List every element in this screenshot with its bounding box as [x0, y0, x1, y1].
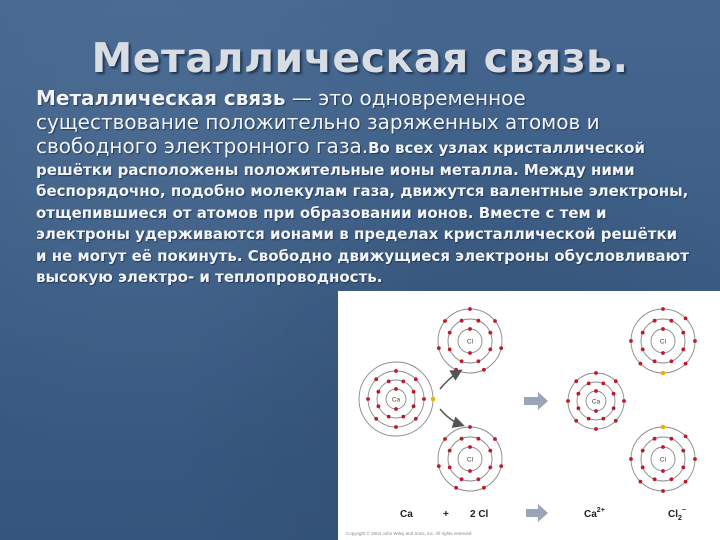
electron: [443, 319, 447, 323]
definition-term: Металлическая связь: [36, 86, 286, 110]
electron: [641, 331, 645, 335]
copyright-note: Copyright © 2004 John Wiley and Sons, Inc. All rights reserved.: [346, 531, 473, 536]
electron: [448, 466, 452, 470]
electron: [594, 371, 598, 375]
electron: [448, 348, 452, 352]
electron: [681, 466, 685, 470]
eq-reactant-ca: Ca: [400, 509, 413, 520]
electron: [574, 419, 578, 423]
electron: [499, 346, 503, 350]
electron: [412, 390, 416, 394]
electron: [670, 437, 674, 441]
electron: [460, 359, 464, 363]
electron: [574, 379, 578, 383]
slide-title: Металлическая связь.: [91, 34, 629, 82]
eq-product-cl: [668, 507, 686, 522]
electron: [661, 307, 665, 311]
electron: [366, 397, 370, 401]
atom-label: Cl: [466, 456, 474, 464]
electron: [422, 397, 426, 401]
transfer-arrow-up: [440, 371, 460, 389]
electron: [488, 331, 492, 335]
electron: [477, 477, 481, 481]
electron: [468, 351, 472, 355]
electron: [482, 368, 486, 372]
electron: [468, 445, 472, 449]
electron: [622, 399, 626, 403]
electron: [612, 392, 616, 396]
electron: [448, 331, 452, 335]
electron: [482, 486, 486, 490]
electron: [454, 368, 458, 372]
definition-text: — это одновременное существование положительно заряженных атомов и свободного электронного газа.: [36, 86, 600, 158]
transferred-electron: [661, 425, 666, 430]
electron: [601, 382, 605, 386]
electron: [684, 317, 688, 321]
electron: [641, 449, 645, 453]
slide-body: [36, 86, 692, 289]
electron: [641, 466, 645, 470]
atom-ca-left: [359, 362, 435, 436]
electron: [394, 369, 398, 373]
electron: [681, 331, 685, 335]
electron: [394, 407, 398, 411]
electron: [684, 480, 688, 484]
transfer-arrow-down: [440, 409, 462, 425]
electron: [460, 477, 464, 481]
eq-product-ca-symbol: Ca: [584, 509, 597, 520]
electron: [377, 390, 381, 394]
electron: [488, 348, 492, 352]
electron: [629, 339, 633, 343]
atom-cl-bottom-left: [437, 425, 503, 491]
electron: [460, 437, 464, 441]
electron: [577, 406, 581, 410]
electron: [601, 417, 605, 421]
atom-cl-top-left: [437, 307, 503, 373]
electron: [454, 486, 458, 490]
reaction-arrow-equation: [526, 504, 548, 522]
electron: [387, 380, 391, 384]
electron: [670, 477, 674, 481]
electron: [681, 449, 685, 453]
atom-cl-top-right: [629, 307, 697, 375]
electron: [614, 379, 618, 383]
electron: [468, 425, 472, 429]
eq-product-cl-sub: 2: [678, 515, 682, 522]
electron: [693, 457, 697, 461]
electron: [653, 359, 657, 363]
electron: [374, 417, 378, 421]
atom-label: Cl: [659, 338, 667, 346]
electron: [566, 399, 570, 403]
electron: [614, 419, 618, 423]
electron: [641, 348, 645, 352]
electron: [670, 359, 674, 363]
transferred-electron: [431, 397, 436, 402]
electron: [684, 362, 688, 366]
electron: [587, 417, 591, 421]
electron: [493, 319, 497, 323]
electron: [499, 464, 503, 468]
atom-label: Ca: [391, 396, 401, 404]
electron: [653, 477, 657, 481]
reaction-arrow-middle: [524, 392, 548, 410]
electron: [661, 445, 665, 449]
electron: [653, 437, 657, 441]
electron: [477, 437, 481, 441]
atom-cl-bottom-right: [629, 425, 697, 493]
electron: [493, 437, 497, 441]
electron: [629, 457, 633, 461]
electron: [661, 327, 665, 331]
electron: [661, 489, 665, 493]
electron: [693, 339, 697, 343]
electron: [437, 346, 441, 350]
electron: [477, 359, 481, 363]
electron: [594, 389, 598, 393]
electron: [653, 319, 657, 323]
electron: [414, 377, 418, 381]
electron: [414, 417, 418, 421]
transferred-electron: [661, 371, 666, 376]
eq-product-cl-symbol: Cl: [668, 509, 678, 520]
atom-label: Cl: [466, 338, 474, 346]
electron: [394, 425, 398, 429]
electron: [477, 319, 481, 323]
electron: [374, 377, 378, 381]
eq-plus: +: [443, 509, 449, 520]
electron: [468, 307, 472, 311]
electron: [587, 382, 591, 386]
atom-ca-right: [566, 371, 626, 431]
electron: [661, 351, 665, 355]
body-text: Во всех узлах кристаллической решётки расположены положительные ионы металла. Между ними беспорядочно, подобно молекулам газа, движутся валентные электроны, отщепившиеся от атомов при образовании ионов. Вместе с тем и электроны удерживаются ионами в пределах кристаллической решётки и не могут её покинуть. Свободно движущиеся электроны обусловливают высокую электро- и теплопроводность.: [36, 139, 689, 286]
atom-label: Cl: [659, 456, 667, 464]
electron: [437, 464, 441, 468]
electron: [594, 427, 598, 431]
electron: [639, 480, 643, 484]
electron: [394, 387, 398, 391]
electron: [377, 404, 381, 408]
eq-product-cl-charge: −: [681, 507, 686, 514]
electron: [639, 362, 643, 366]
electron: [681, 348, 685, 352]
electron: [412, 404, 416, 408]
electron: [460, 319, 464, 323]
electron: [401, 415, 405, 419]
electron: [577, 392, 581, 396]
electron: [488, 466, 492, 470]
atom-label: Ca: [591, 398, 601, 406]
electron: [661, 469, 665, 473]
electron: [670, 319, 674, 323]
electron: [488, 449, 492, 453]
electron: [468, 469, 472, 473]
electron: [468, 327, 472, 331]
electron: [401, 380, 405, 384]
ionic-transfer-diagram: [338, 291, 720, 540]
eq-product-ca: [584, 507, 605, 520]
electron: [443, 437, 447, 441]
electron: [684, 435, 688, 439]
electron: [594, 409, 598, 413]
electron: [612, 406, 616, 410]
electron: [387, 415, 391, 419]
eq-product-ca-charge: 2+: [596, 507, 605, 514]
electron: [448, 449, 452, 453]
eq-reactant-cl: 2 Cl: [470, 509, 489, 520]
